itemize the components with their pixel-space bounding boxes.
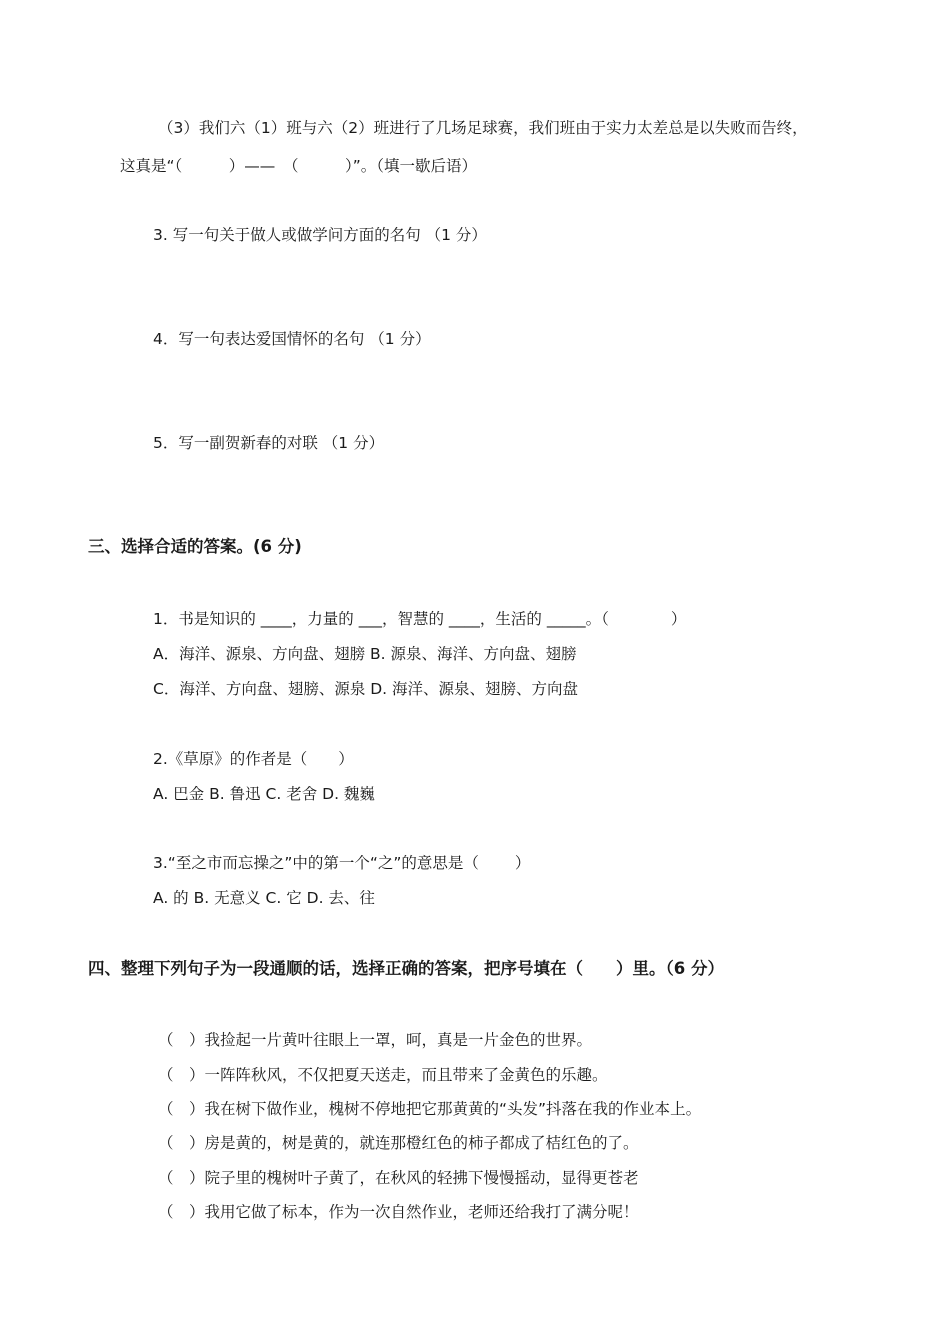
question-2-item-3-line-1: （3）我们六（1）班与六（2）班进行了几场足球赛，我们班由于实力太差总是以失败而告终， (158, 119, 808, 137)
question-3: 3. 写一句关于做人或做学问方面的名句 （1 分） (153, 226, 487, 244)
sentence-item: （ ）一阵阵秋风，不仅把夏天送走，而且带来了金黄色的乐趣。 (158, 1066, 608, 1084)
sentence-item: （ ）房是黄的，树是黄的，就连那橙红色的柿子都成了桔红色的了。 (158, 1134, 639, 1152)
section-3-question-1-options-ab: A．海洋、源泉、方向盘、翅膀 B. 源泉、海洋、方向盘、翅膀 (153, 645, 577, 663)
section-3-question-2-options: A. 巴金 B. 鲁迅 C. 老舍 D. 魏巍 (153, 785, 375, 803)
section-3-question-1-stem: 1．书是知识的 ____，力量的 ___，智慧的 ____，生活的 _____。（ ） (153, 610, 687, 628)
sentence-item: （ ）院子里的槐树叶子黄了，在秋风的轻拂下慢慢摇动，显得更苍老 (158, 1169, 639, 1187)
section-3-question-1-options-cd: C．海洋、方向盘、翅膀、源泉 D. 海洋、源泉、翅膀、方向盘 (153, 680, 579, 698)
section-3-question-3-options: A. 的 B. 无意义 C. 它 D. 去、往 (153, 889, 375, 907)
sentence-item: （ ）我用它做了标本，作为一次自然作业，老师还给我打了满分呢！ (158, 1203, 639, 1221)
sentence-item: （ ）我捡起一片黄叶往眼上一罩，呵，真是一片金色的世界。 (158, 1031, 593, 1049)
question-4: 4．写一句表达爱国情怀的名句 （1 分） (153, 330, 431, 348)
section-3-heading: 三、选择合适的答案。(6 分) (88, 537, 302, 556)
section-3-question-3-stem: 3.“至之市而忘操之”中的第一个“之”的意思是（ ） (153, 854, 531, 872)
section-4-heading: 四、整理下列句子为一段通顺的话，选择正确的答案，把序号填在（ ）里。（6 分） (88, 959, 724, 978)
section-3-question-2-stem: 2.《草原》的作者是（ ） (153, 750, 354, 768)
sentence-item: （ ）我在树下做作业，槐树不停地把它那黄黄的“头发”抖落在我的作业本上。 (158, 1100, 702, 1118)
question-2-item-3-line-2: 这真是“（ ）—— （ ）”。（填一歇后语） (120, 157, 478, 175)
question-5: 5．写一副贺新春的对联 （1 分） (153, 434, 385, 452)
